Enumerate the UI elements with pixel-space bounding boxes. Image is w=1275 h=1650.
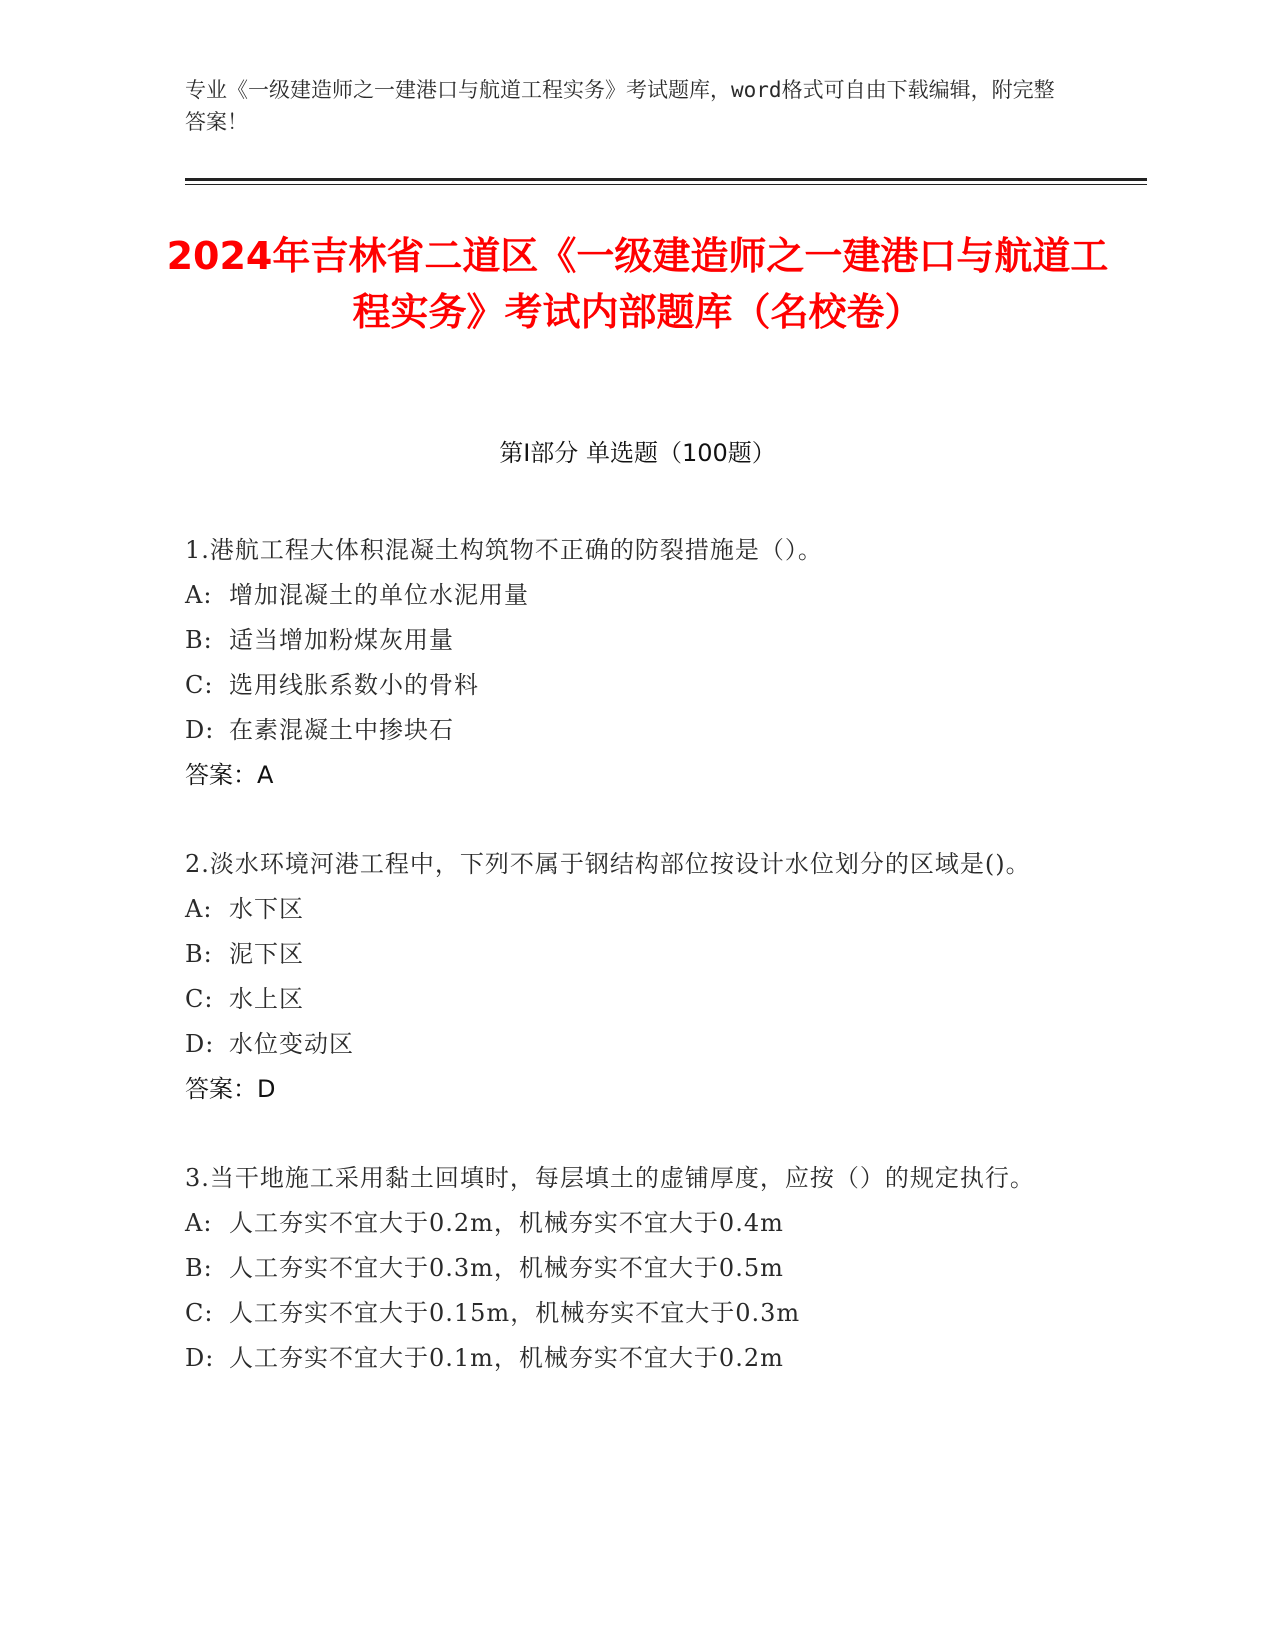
option-d [185, 708, 1065, 753]
header-rule-thick [185, 178, 1147, 181]
option-c [185, 977, 1065, 1022]
answer-line: 答案：D [185, 1075, 276, 1103]
option-text: 人工夯实不宜大于0.1m，机械夯实不宜大于0.2m [229, 1344, 784, 1372]
option-a [185, 887, 1065, 932]
document-title: 2024年吉林省二道区《一级建造师之一建港口与航道工程实务》考试内部题库（名校卷） [166, 234, 1109, 334]
option-key: B: [185, 940, 213, 968]
question-2 [185, 842, 1065, 1112]
option-text: 水上区 [229, 985, 304, 1013]
option-a [185, 1201, 1065, 1246]
option-text: 水位变动区 [229, 1030, 354, 1058]
option-text: 适当增加粉煤灰用量 [229, 626, 454, 654]
header-rule-thin [185, 184, 1147, 185]
option-c [185, 663, 1065, 708]
option-key: A: [185, 1209, 213, 1237]
option-key: C: [185, 671, 214, 699]
question-stem: 1.港航工程大体积混凝土构筑物不正确的防裂措施是（）。 [185, 536, 823, 564]
question-list [185, 528, 1065, 1425]
option-key: C: [185, 985, 214, 1013]
option-text: 泥下区 [229, 940, 304, 968]
option-text: 在素混凝土中掺块石 [229, 716, 454, 744]
option-key: D: [185, 1030, 215, 1058]
option-text: 选用线胀系数小的骨料 [229, 671, 479, 699]
option-d [185, 1336, 1065, 1381]
option-key: C: [185, 1299, 214, 1327]
question-1 [185, 528, 1065, 798]
question-stem: 2.淡水环境河港工程中，下列不属于钢结构部位按设计水位划分的区域是()。 [185, 850, 1031, 878]
option-text: 人工夯实不宜大于0.3m，机械夯实不宜大于0.5m [229, 1254, 784, 1282]
option-text: 人工夯实不宜大于0.2m，机械夯实不宜大于0.4m [229, 1209, 784, 1237]
option-key: D: [185, 716, 215, 744]
option-d [185, 1022, 1065, 1067]
question-3 [185, 1156, 1065, 1381]
section-title: 第Ⅰ部分 单选题（100题） [499, 439, 776, 467]
option-c [185, 1291, 1065, 1336]
option-b [185, 618, 1065, 663]
option-text: 增加混凝土的单位水泥用量 [229, 581, 529, 609]
option-b [185, 932, 1065, 977]
question-stem: 3.当干地施工采用黏土回填时，每层填土的虚铺厚度，应按（）的规定执行。 [185, 1164, 1035, 1192]
option-key: A: [185, 895, 213, 923]
option-key: B: [185, 626, 213, 654]
option-text: 人工夯实不宜大于0.15m，机械夯实不宜大于0.3m [229, 1299, 801, 1327]
option-key: D: [185, 1344, 215, 1372]
option-a [185, 573, 1065, 618]
answer-line: 答案：A [185, 761, 274, 789]
option-key: B: [185, 1254, 213, 1282]
option-b [185, 1246, 1065, 1291]
option-text: 水下区 [229, 895, 304, 923]
option-key: A: [185, 581, 213, 609]
header-note: 专业《一级建造师之一建港口与航道工程实务》考试题库，word格式可自由下载编辑，附完整答案！ [185, 78, 1055, 134]
